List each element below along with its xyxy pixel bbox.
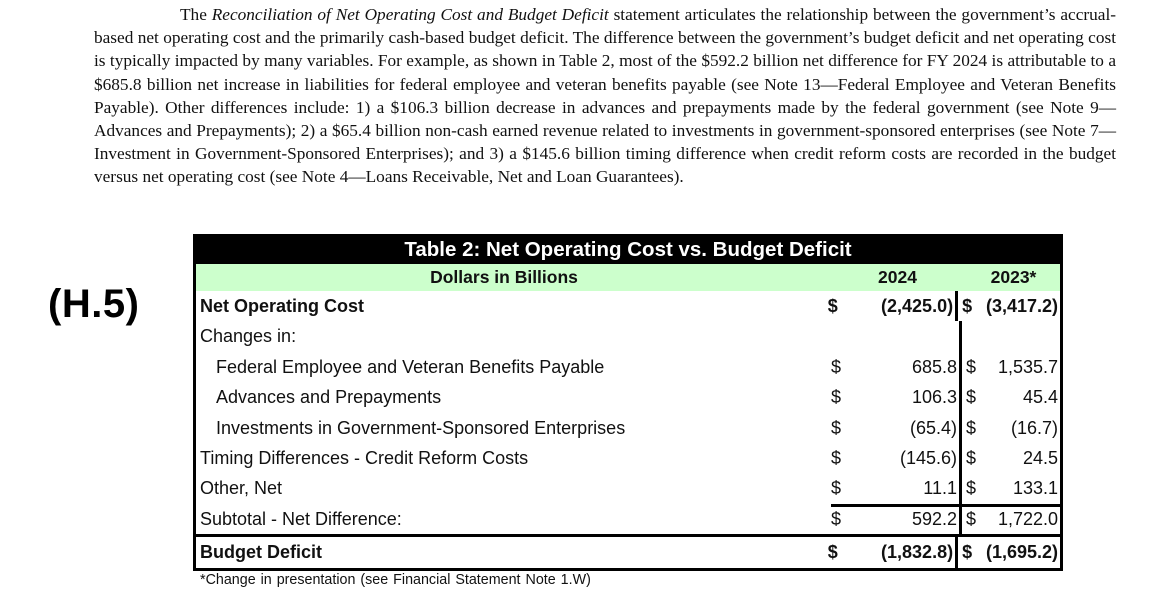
subtotal-rule	[831, 504, 1060, 507]
table-row-federal-employee-benefits	[196, 352, 1060, 382]
subtotal-wrapper	[196, 504, 1060, 534]
value-2024: (2,425.0)	[848, 291, 958, 321]
table-row-subtotal	[196, 504, 1060, 534]
currency-2023: $	[966, 387, 977, 408]
statement-title: Reconciliation of Net Operating Cost and Budget Deficit	[211, 5, 609, 24]
currency-2023: $	[962, 296, 973, 316]
row-label: Timing Differences - Credit Reform Costs	[200, 447, 529, 468]
row-label: Budget Deficit	[200, 542, 323, 563]
value-2023: 1,535.7	[997, 356, 1058, 377]
value-2024: 592.2	[851, 504, 962, 534]
value-2023: (1,695.2)	[985, 542, 1058, 563]
header-2024: 2024	[878, 267, 917, 287]
section-label: (H.5)	[48, 282, 140, 326]
paragraph-body: statement articulates the relationship between the government’s accrual-based net operating cost and the primarily cash-based budget deficit. The difference between the government’s budget deficit and net operating cost is typically impacted by many variables. For example, as shown in Table 2, most of the $592.2 billion net difference for FY 2024 is attributable to a $685.8 billion net increase in liabilities for federal employee and veteran benefits payable (see Note 13—Federal Employee and Veteran Benefits Payable). Other differences include: 1) a $106.3 billion decrease in advances and prepayments made by the federal government (see Note 9—Advances and Prepayments); 2) a $65.4 billion non-cash earned revenue related to investments in government-sponsored enterprises (see Note 7—Investment in Government-Sponsored Enterprises); and 3) a $145.6 billion timing difference when credit reform costs are recorded in the budget versus net operating cost (see Note 4—Loans Receivable, Net and Loan Guarantees).	[94, 5, 1116, 187]
value-2024: (145.6)	[851, 443, 962, 473]
paragraph-lead: The	[180, 5, 212, 24]
value-2024: 685.8	[851, 352, 962, 382]
value-2024: (65.4)	[851, 413, 962, 443]
currency-2024: $	[831, 508, 842, 529]
row-label: Changes in:	[200, 326, 297, 347]
currency-2023: $	[966, 356, 977, 377]
value-2023: (3,417.2)	[985, 296, 1058, 316]
table-row-gse-investments	[196, 413, 1060, 443]
table-title: Table 2: Net Operating Cost vs. Budget Deficit	[193, 234, 1063, 264]
row-label: Federal Employee and Veteran Benefits Payable	[216, 356, 605, 377]
header-description: Dollars in Billions	[430, 267, 578, 287]
value-2023: 45.4	[1022, 387, 1058, 408]
value-2023: (16.7)	[1010, 417, 1058, 438]
currency-2023: $	[966, 417, 977, 438]
currency-2023: $	[966, 508, 977, 529]
row-label: Other, Net	[200, 478, 283, 499]
currency-2023: $	[962, 542, 973, 563]
value-2023: 24.5	[1022, 447, 1058, 468]
currency-2023: $	[966, 478, 977, 499]
currency-2024: $	[831, 447, 842, 468]
currency-2024: $	[827, 296, 838, 316]
row-label: Net Operating Cost	[200, 296, 365, 316]
currency-2024: $	[831, 417, 842, 438]
intro-paragraph	[94, 3, 1116, 189]
row-label: Advances and Prepayments	[216, 387, 442, 408]
row-label: Investments in Government-Sponsored Enterprises	[216, 417, 626, 438]
currency-2024: $	[831, 356, 842, 377]
currency-2024: $	[831, 387, 842, 408]
row-label: Subtotal - Net Difference:	[200, 508, 402, 529]
table-row-other-net	[196, 473, 1060, 503]
table-row-advances-prepayments	[196, 382, 1060, 412]
value-2023: 1,722.0	[997, 508, 1058, 529]
table-footnote: *Change in presentation (see Financial Statement Note 1.W)	[200, 572, 591, 588]
value-2024: (1,832.8)	[848, 537, 958, 567]
table-header-row	[196, 264, 1060, 291]
currency-2024: $	[827, 542, 838, 563]
currency-2024: $	[831, 478, 842, 499]
value-2024: 11.1	[851, 473, 962, 503]
currency-2023: $	[966, 447, 977, 468]
reconciliation-table	[193, 234, 1063, 571]
value-2023: 133.1	[1012, 478, 1058, 499]
table-row-timing-differences	[196, 443, 1060, 473]
table-row-changes-in	[196, 321, 1060, 351]
header-2023: 2023*	[990, 267, 1037, 287]
table-row-net-operating-cost	[196, 291, 1060, 321]
table-row-budget-deficit	[196, 534, 1060, 567]
value-2024: 106.3	[851, 382, 962, 412]
